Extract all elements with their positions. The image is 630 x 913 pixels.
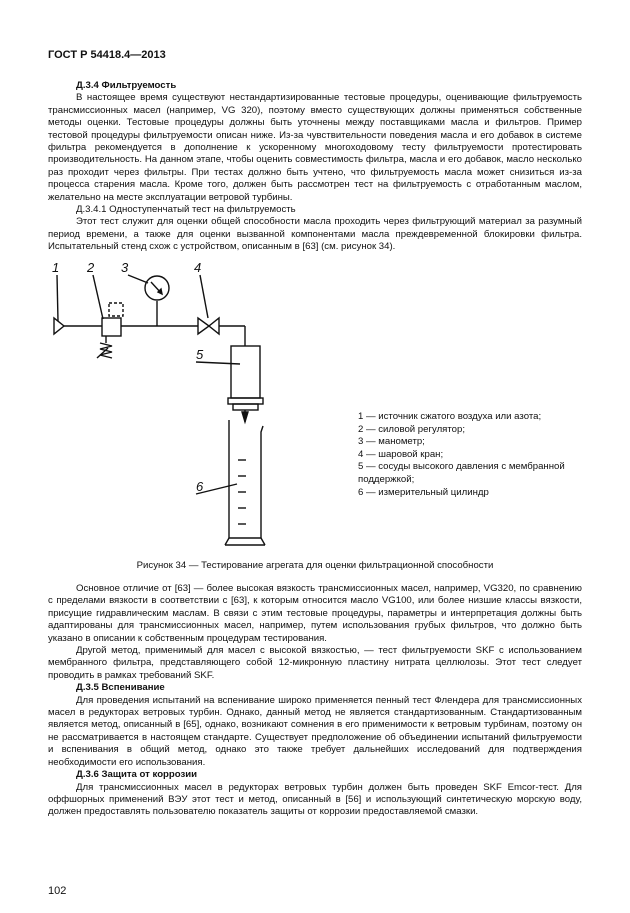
- legend-item: 3 — манометр;: [358, 436, 425, 448]
- callout-2: 2: [87, 260, 95, 275]
- section-title: Д.3.6 Защита от коррозии: [76, 769, 198, 781]
- document-header: ГОСТ Р 54418.4—2013: [48, 49, 166, 61]
- legend-item: 1 — источник сжатого воздуха или азота;: [358, 411, 542, 422]
- figure-legend: [358, 411, 584, 499]
- paragraph: Для проведения испытаний на вспенивание широко применяется пенный тест Флендера для трансмиссионных масел в редукторах ветровых турбин. Однако, данный метод не является стандартизованным. Стандартизованным является метод, описанный в [65], однако, возникают сомнения в его применимости к ветровым турбинам, поэтому он не рассматривается в настоящем стандарте. Существует предположение об объединении испытаний фильтруемости и вспенивания в общий метод, однако это также требует дальнейших исследований для подтверждения необходимости его использования.: [48, 694, 582, 768]
- page-number: 102: [48, 885, 67, 897]
- paragraph: Для трансмиссионных масел в редукторах ветровых турбин должен быть проведен SKF Emcor-тест. Для оффшорных применений ВЭУ этот тест и метод, описанный в [56] и использующий синтетическую морскую воду, должен предоставлять пользователю показатель защиты от коррозии предоставляемой смазки.: [48, 781, 582, 818]
- paragraph: Другой метод, применимый для масел с высокой вязкостью, — тест фильтруемости SKF с использованием мембранного фильтра, представляющего собой 12-микронную пластину нитрата целлюлозы. Этот тест следует проводить в рамках требований SKF.: [48, 645, 582, 681]
- section-body: [48, 583, 582, 819]
- callout-6: 6: [196, 479, 204, 494]
- legend-item: 6 — измерительный цилиндр: [358, 486, 489, 498]
- paragraph: Основное отличие от [63] — более высокая вязкость трансмиссионных масел, например, VG320, по сравнению с пределами вязкости в соответствии с [63], к которым относится масло VG100, или более низшие классы вязкости, присущие гидравлическим маслам. В связи с этим тестовые процедуры, параметры и интерпретация должны быть адаптированы для трансмиссионных масел, например, путем использования грубых фильтров, что должно быть указано в описании к собственным процедурам тестирования.: [48, 583, 582, 644]
- callout-1: 1: [52, 260, 60, 275]
- paragraph: Этот тест служит для оценки общей способности масла проходить через фильтрующий материал за разумный период времени, а также для оценки вызванной компонентами масла преждевременной блокировки фильтра. Испытательный стенд схож с устройством, описанным в [63] (см. рисунок 34).: [48, 216, 582, 253]
- callout-3: 3: [121, 260, 129, 275]
- legend-item: 4 — шаровой кран;: [358, 448, 444, 460]
- callout-5: 5: [196, 347, 204, 362]
- section-title: Д.3.4 Фильтруемость: [76, 80, 177, 91]
- section-title: Д.3.5 Вспенивание: [76, 682, 165, 694]
- paragraph: В настоящее время существуют нестандартизированные тестовые процедуры, оценивающие фильтруемость трансмиссионных масел (например, VG 320), поэтому вместо существующих должны применяться собственные методы оценки. Тестовые процедуры должны быть уточнены между поставщиками масла и фильтров. Пример тестовой процедуры фильтруемости описан ниже. Из-за чувствительности поведения масла и его добавок в системе фильтра рекомендуется в дополнение к ускоренному многоходовому тесту фильтруемости протестировать производительность. На данном этапе, чтобы оценить совместимость фильтра, масла и его добавок, масло несколько раз проходит через фильтры. При тестах должно быть учтено, что фильтруемость масла может снизиться из-за процесса старения масла. Кроме того, должен быть рассмотрен тест на фильтруемость с отработанным маслом, желательно на месте эксплуатации ветровой турбины.: [48, 92, 582, 203]
- figure-caption: Рисунок 34 — Тестирование агрегата для оценки фильтрационной способности: [136, 560, 494, 571]
- legend-item: 5 — сосуды высокого давления с мембранной поддержкой;: [358, 461, 565, 485]
- callout-4: 4: [194, 260, 202, 275]
- subsection-title: Д.3.4.1 Одноступенчатый тест на фильтруемость: [76, 204, 296, 216]
- legend-item: 2 — силовой регулятор;: [358, 423, 465, 435]
